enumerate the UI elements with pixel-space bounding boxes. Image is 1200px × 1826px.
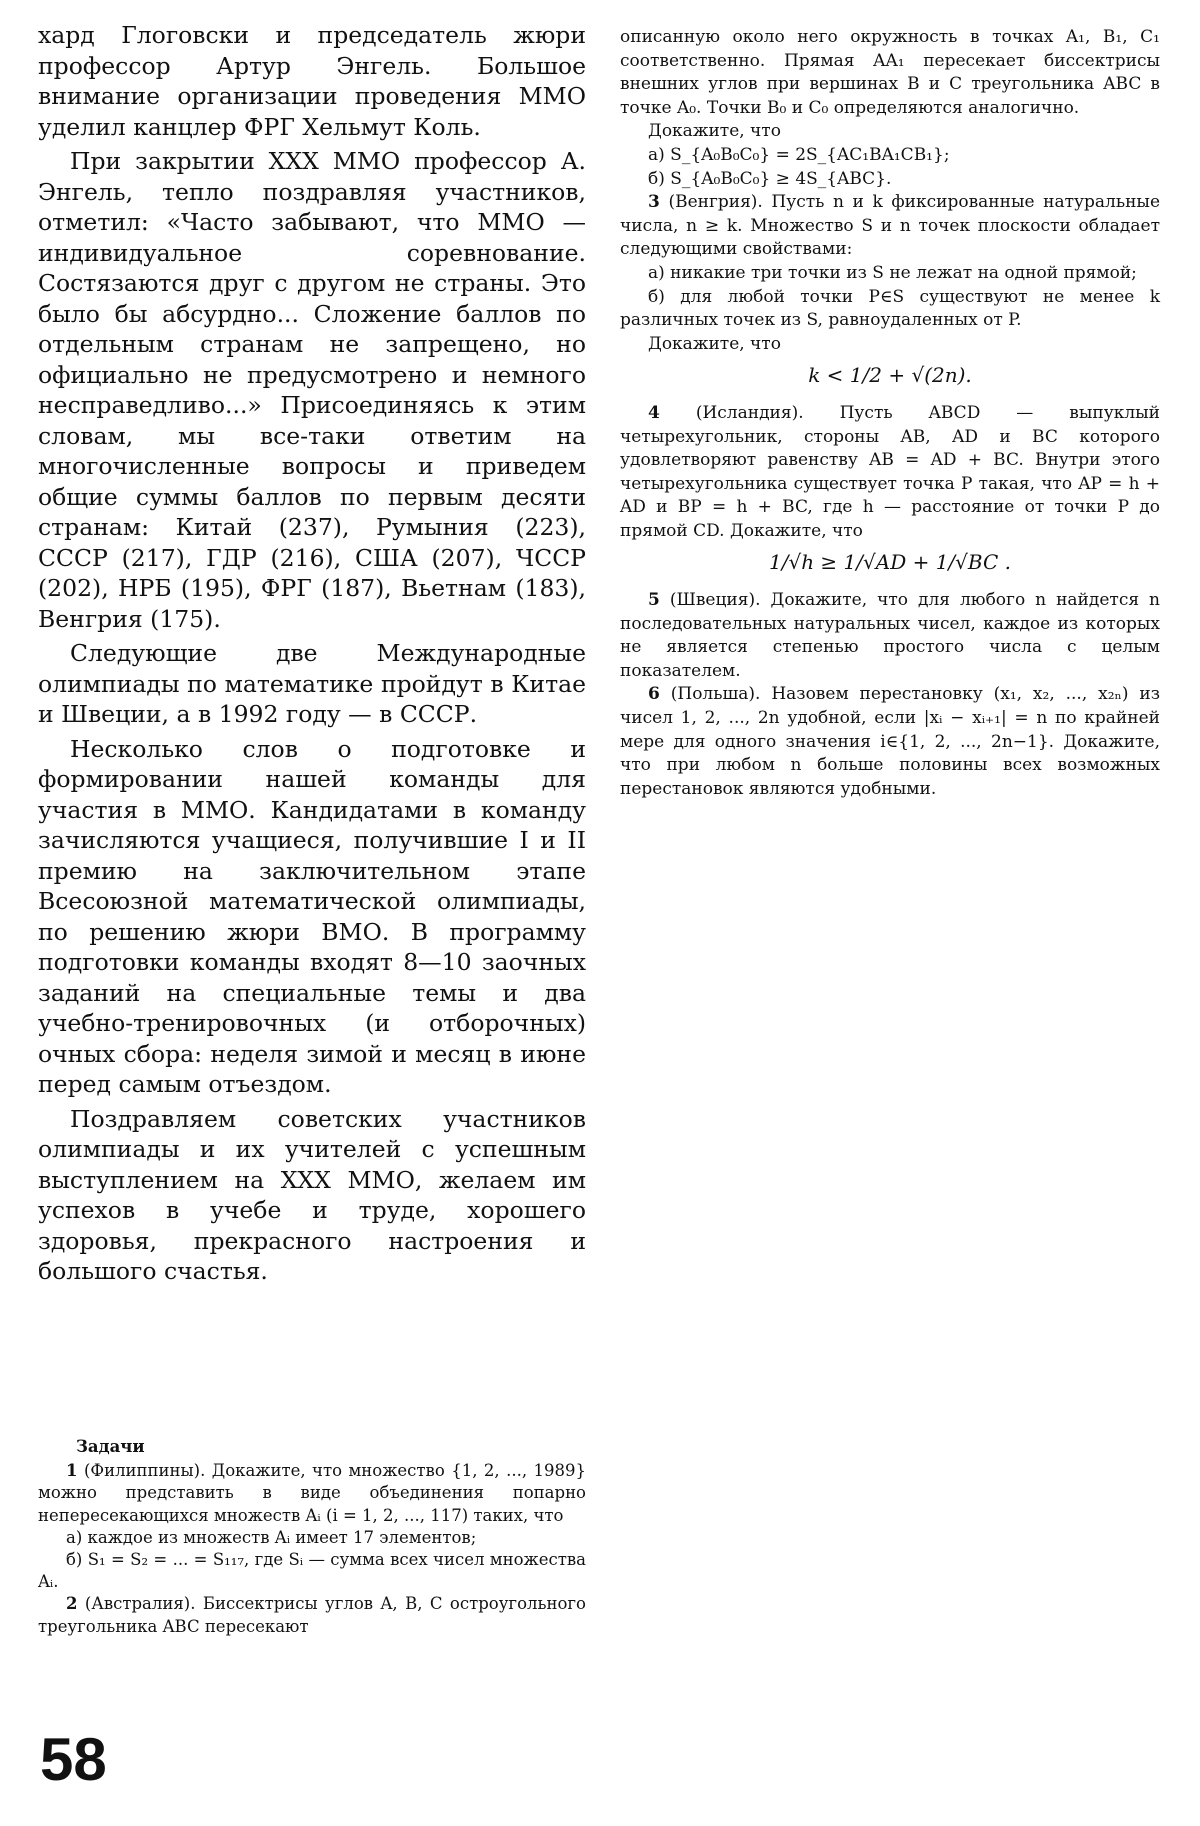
task-2-number: 2 [66, 1594, 78, 1614]
page-number: 58 [40, 1726, 107, 1793]
right-column [620, 26, 1160, 801]
task-4-number: 4 [648, 402, 660, 423]
task-3 [620, 191, 1160, 262]
task-5-number: 5 [648, 590, 660, 611]
task-3-part-b: б) для любой точки P∈S существуют не менее k различных точек из S, равноудаленных от P. [620, 286, 1160, 331]
task-4-formula: 1/√h ≥ 1/√AD + 1/√BC . [768, 550, 1011, 575]
paragraph-congratulations: Поздравляем советских участников олимпиады и их учителей с успешным выступлением на XXX ММО, желаем им успехов в учебе и труде, хорошего здоровья, прекрасного настроения и большого счастья. [38, 1104, 586, 1285]
task-1-number: 1 [66, 1461, 78, 1481]
task-3-prove: Докажите, что [648, 333, 781, 354]
left-column [38, 20, 586, 1291]
task-2-part-a: а) S_{A₀B₀C₀} = 2S_{AC₁BA₁CB₁}; [648, 144, 950, 165]
paragraph-next-olympiads: Следующие две Международные олимпиады по математике пройдут в Китае и Швеции, а в 1992 году — в СССР. [38, 639, 586, 728]
task-3-formula: k < 1/2 + √(2n). [808, 363, 972, 388]
task-1-part-a: а) каждое из множеств Aᵢ имеет 17 элементов; [66, 1527, 477, 1547]
task-2 [38, 1593, 586, 1637]
paragraph-team-preparation: Несколько слов о подготовке и формировании нашей команды для участия в ММО. Кандидатами в команду зачисляются учащиеся, получившие I и II премию на заключительном этапе Всесоюзной математической олимпиады, по решению жюри ВМО. В программу подготовки команды входят 8—10 заочных заданий на специальные темы и два учебно-тренировочных (и отборочных) очных сбора: неделя зимой и месяц в июне перед самым отъездом. [38, 734, 586, 1098]
task-1-text: (Филиппины). Докажите, что множество {1, 2, ..., 1989} можно представить в виде объединения попарно непересекающихся множеств Aᵢ (i = 1, 2, ..., 117) таких, что [38, 1461, 586, 1525]
task-2-part-b: б) S_{A₀B₀C₀} ≥ 4S_{ABC}. [648, 168, 892, 189]
task-2-prove: Докажите, что [648, 121, 781, 142]
tasks-section [38, 1436, 586, 1638]
paragraph-continuation: хард Глоговски и председатель жюри профессор Артур Энгель. Большое внимание организации проведения ММО уделил канцлер ФРГ Хельмут Коль. [38, 21, 586, 141]
tasks-heading: Задачи [76, 1437, 145, 1456]
task-5-text: (Швеция). Докажите, что для любого n найдется n последовательных натуральных чисел, каждое из которых не является степенью простого числа с целым показателем. [620, 590, 1160, 681]
task-5 [620, 589, 1160, 683]
task-6-text: (Польша). Назовем перестановку (x₁, x₂, ..., x₂ₙ) из чисел 1, 2, ..., 2n удобной, если |xᵢ − xᵢ₊₁| = n по крайней мере для одного значения i∈{1, 2, ..., 2n−1}. Докажите, что при любом n больше половины всех возможных перестановок являются удобными. [620, 684, 1160, 799]
task-6-number: 6 [648, 684, 660, 705]
task-2-continuation: описанную около него окружность в точках A₁, B₁, C₁ соответственно. Прямая AA₁ пересекает биссектрисы внешних углов при вершинах B и C треугольника ABC в точке A₀. Точки B₀ и C₀ определяются аналогично. [620, 27, 1160, 118]
task-6 [620, 683, 1160, 801]
task-1 [38, 1460, 586, 1527]
task-3-part-a: а) никакие три точки из S не лежат на одной прямой; [648, 262, 1137, 283]
task-4-text: (Исландия). Пусть ABCD — выпуклый четырехугольник, стороны AB, AD и BC которого удовлетворяют равенству AB = AD + BC. Внутри этого четырехугольника существует точка P такая, что AP = h + AD и BP = h + BC, где h — расстояние от точки P до прямой CD. Докажите, что [620, 402, 1160, 541]
paragraph-closing-remarks: При закрытии XXX ММО профессор А. Энгель, тепло поздравляя участников, отметил: «Часто забывают, что ММО — индивидуальное соревнование. Состязаются друг с другом не страны. Это было бы абсурдно... Сложение баллов по отдельным странам не запрещено, но официально не предусмотрено и немного несправедливо...» Присоединяясь к этим словам, мы все-таки ответим на многочисленные вопросы и приведем общие суммы баллов по первым десяти странам: Китай (237), Румыния (223), СССР (217), ГДР (216), США (207), ЧССР (202), НРБ (195), ФРГ (187), Вьетнам (183), Венгрия (175). [38, 147, 586, 633]
task-2-text: (Австралия). Биссектрисы углов A, B, C остроугольного треугольника ABC пересекают [38, 1594, 586, 1636]
task-3-text: (Венгрия). Пусть n и k фиксированные натуральные числа, n ≥ k. Множество S и n точек плоскости обладает следующими свойствами: [620, 192, 1160, 260]
task-4 [620, 402, 1160, 544]
task-1-part-b: б) S₁ = S₂ = ... = S₁₁₇, где Sᵢ — сумма всех чисел множества Aᵢ. [38, 1550, 586, 1592]
task-3-number: 3 [648, 192, 660, 213]
